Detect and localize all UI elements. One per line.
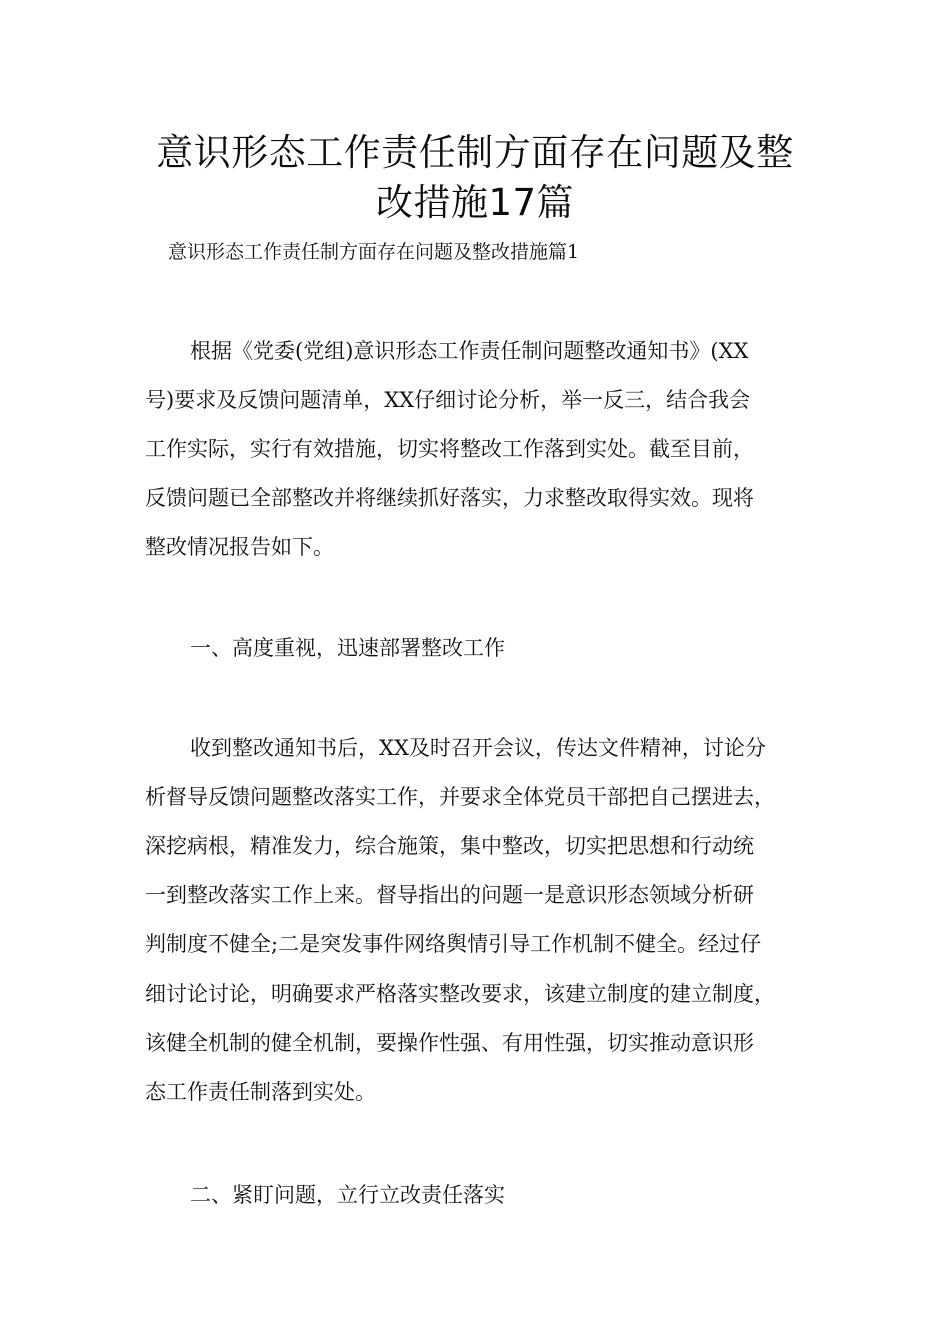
paragraph-2-line: 深挖病根，精准发力，综合施策，集中整改，切实把思想和行动统	[145, 834, 754, 858]
paragraph-1-line: 反馈问题已全部整改并将继续抓好落实，力求整改取得实效。现将	[145, 486, 754, 510]
section-heading-2: 二、紧盯问题，立行立改责任落实	[190, 1183, 505, 1207]
document-title-line-1: 意识形态工作责任制方面存在问题及整	[156, 131, 794, 174]
section-heading-1: 一、高度重视，迅速部署整改工作	[190, 636, 505, 660]
paragraph-1-line: 根据《党委(党组)意识形态工作责任制问题整改通知书》(XX	[190, 339, 749, 363]
paragraph-2-line: 收到整改通知书后，XX及时召开会议，传达文件精神，讨论分	[190, 736, 766, 760]
paragraph-2-line: 一到整改落实工作上来。督导指出的问题一是意识形态领域分析研	[145, 883, 754, 907]
paragraph-2-line: 细讨论讨论，明确要求严格落实整改要求，该建立制度的建立制度，	[145, 982, 775, 1006]
paragraph-2-line: 析督导反馈问题整改落实工作，并要求全体党员干部把自己摆进去，	[145, 785, 775, 809]
paragraph-1-line: 号)要求及反馈问题清单，XX仔细讨论分析，举一反三，结合我会	[145, 388, 751, 412]
paragraph-2-line: 判制度不健全;二是突发事件网络舆情引导工作机制不健全。经过仔	[145, 932, 762, 956]
document-title-line-2: 改措施17篇	[375, 181, 575, 224]
paragraph-2-line: 该健全机制的健全机制，要操作性强、有用性强，切实推动意识形	[145, 1031, 754, 1055]
paragraph-1-line: 整改情况报告如下。	[145, 535, 334, 559]
paragraph-2-line: 态工作责任制落到实处。	[145, 1080, 376, 1104]
document-subtitle: 意识形态工作责任制方面存在问题及整改措施篇1	[168, 241, 580, 263]
paragraph-1-line: 工作实际，实行有效措施，切实将整改工作落到实处。截至目前，	[145, 437, 754, 461]
